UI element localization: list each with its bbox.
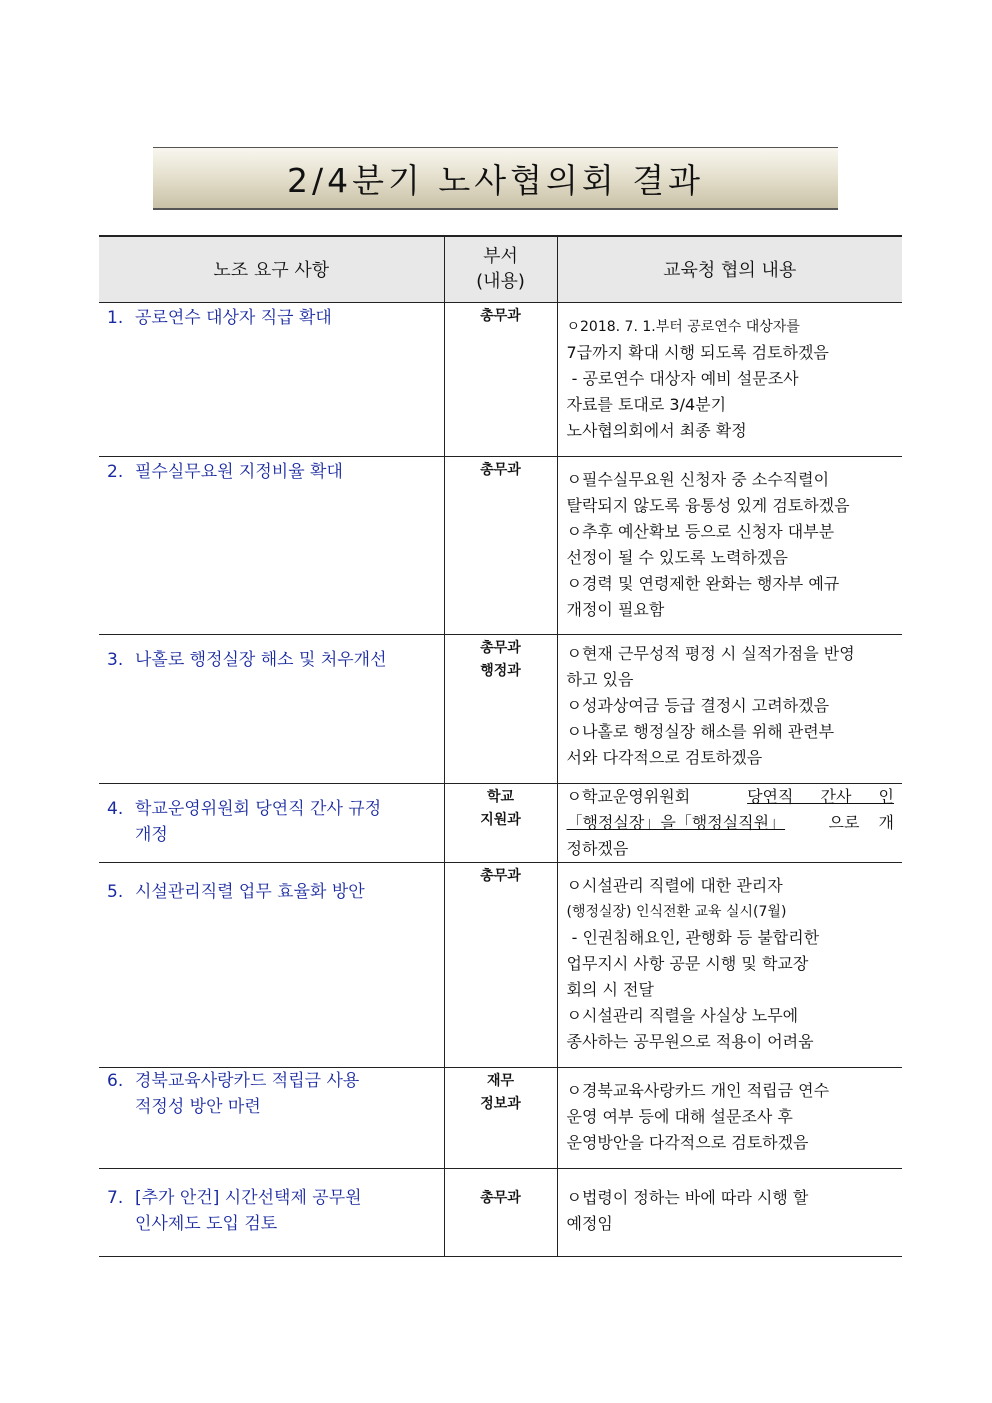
results-table	[99, 235, 902, 1257]
consult-cell: ㅇ2018. 7. 1.부터 공로연수 대상자를 7급까지 확대 시행 되도록 검토하겠음 - 공로연수 대상자 예비 설문조사 자료를 토대로 3/4분기 노사협의회에서 최종 확정	[557, 302, 902, 456]
table-row	[99, 1067, 902, 1168]
table-header-row	[99, 236, 902, 302]
header-dept: 부서 (내용)	[444, 236, 557, 302]
request-cell: 5. 시설관리직렬 업무 효율화 방안	[99, 862, 444, 1067]
dept-cell: 총무과	[444, 456, 557, 634]
table-row	[99, 783, 902, 862]
header-consult: 교육청 협의 내용	[557, 236, 902, 302]
request-cell: 2. 필수실무요원 지정비율 확대	[99, 456, 444, 634]
header-request: 노조 요구 사항	[99, 236, 444, 302]
consult-cell: ㅇ필수실무요원 신청자 중 소수직렬이 탈락되지 않도록 융통성 있게 검토하겠음 ㅇ추후 예산확보 등으로 신청자 대부분 선정이 될 수 있도록 노력하겠음 ㅇ경력 및 연령제한 완화는 행자부 예규 개정이 필요함	[557, 456, 902, 634]
consult-cell: ㅇ학교운영위원회 당연직 간사 인 「행정실장」을「행정실직원」 으로 개 정하겠음	[557, 783, 902, 862]
request-cell: 7. [추가 안건] 시간선택제 공무원 인사제도 도입 검토	[99, 1168, 444, 1256]
request-cell: 6. 경북교육사랑카드 적립금 사용 적정성 방안 마련	[99, 1067, 444, 1168]
table-row	[99, 456, 902, 634]
dept-cell: 총무과	[444, 1168, 557, 1256]
request-cell: 4. 학교운영위원회 당연직 간사 규정 개정	[99, 783, 444, 862]
consult-cell: ㅇ현재 근무성적 평정 시 실적가점을 반영 하고 있음 ㅇ성과상여금 등급 결정시 고려하겠음 ㅇ나홀로 행정실장 해소를 위해 관련부 서와 다각적으로 검토하겠음	[557, 634, 902, 783]
dept-cell: 학교 지원과	[444, 783, 557, 862]
document-title-banner	[153, 147, 838, 210]
dept-cell: 재무 정보과	[444, 1067, 557, 1168]
dept-cell: 총무과	[444, 862, 557, 1067]
consult-cell: ㅇ경북교육사랑카드 개인 적립금 연수 운영 여부 등에 대해 설문조사 후 운영방안을 다각적으로 검토하겠음	[557, 1067, 902, 1168]
table-row	[99, 862, 902, 1067]
table-row	[99, 302, 902, 456]
table-row	[99, 634, 902, 783]
document-title: 2/4분기 노사협의회 결과	[287, 160, 704, 200]
dept-cell: 총무과	[444, 302, 557, 456]
table-row	[99, 1168, 902, 1256]
consult-cell: ㅇ시설관리 직렬에 대한 관리자 (행정실장) 인식전환 교육 실시(7월) - 인권침해요인, 관행화 등 불합리한 업무지시 사항 공문 시행 및 학교장 회의 시 전달 ㅇ시설관리 직렬을 사실상 노무에 종사하는 공무원으로 적용이 어려움	[557, 862, 902, 1067]
dept-cell: 총무과 행정과	[444, 634, 557, 783]
request-cell: 1. 공로연수 대상자 직급 확대	[99, 302, 444, 456]
request-cell: 3. 나홀로 행정실장 해소 및 처우개선	[99, 634, 444, 783]
consult-cell: ㅇ법령이 정하는 바에 따라 시행 할 예정임	[557, 1168, 902, 1256]
